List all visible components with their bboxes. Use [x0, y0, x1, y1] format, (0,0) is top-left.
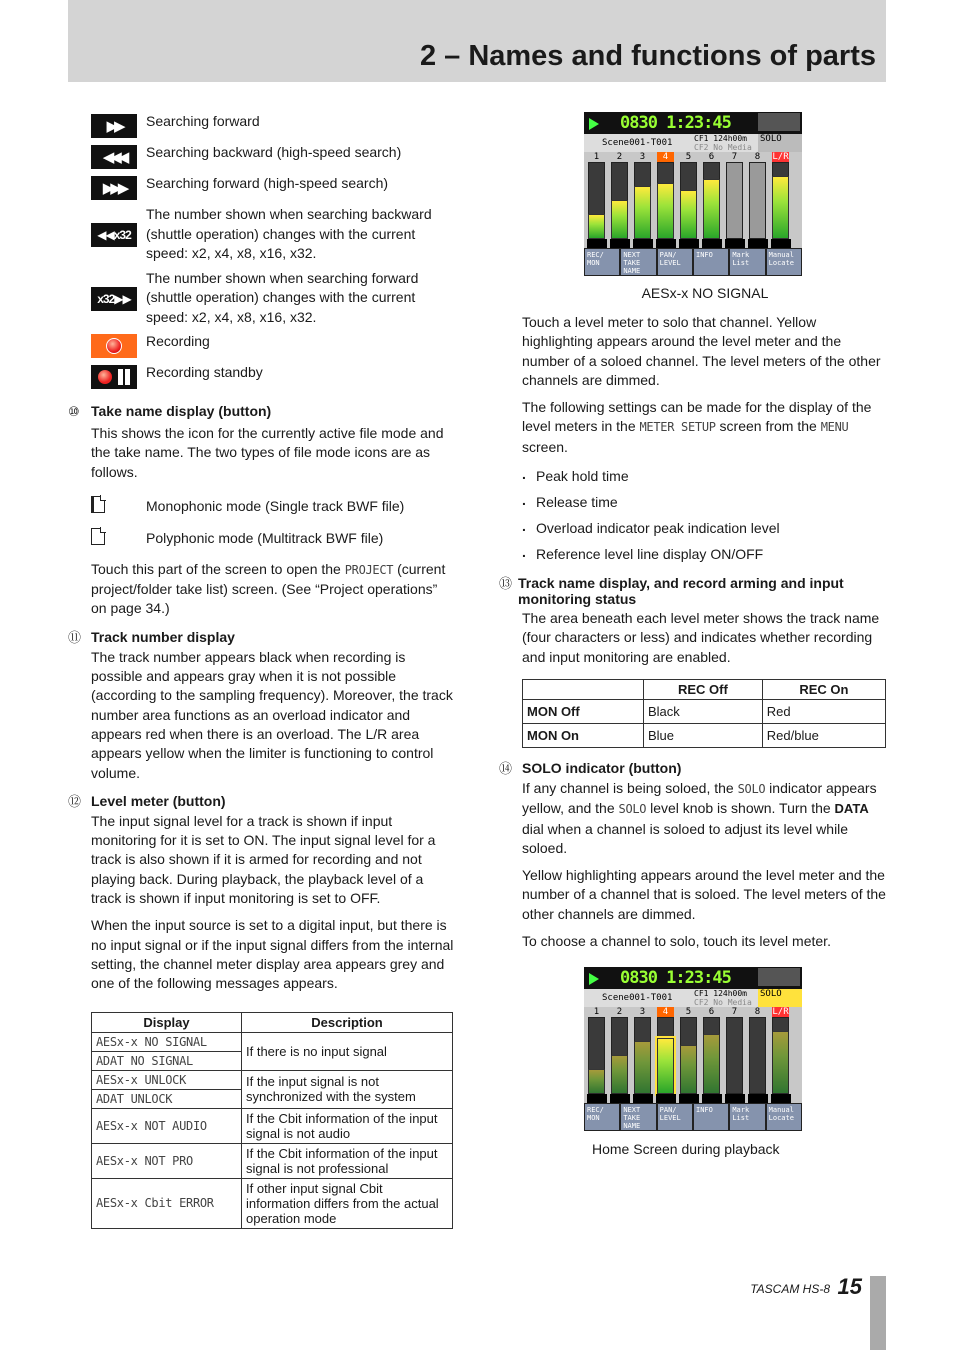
page-header — [68, 0, 886, 82]
left-column — [68, 112, 455, 1229]
paragraph: The area beneath each level meter shows the track name (four characters or less) and indicates whether recording and input monitoring are enabled. — [522, 610, 880, 665]
level-meter-bg — [749, 1017, 766, 1094]
table-row: AESx-x NOT PRO If the Cbit information of the input signal is not professional — [92, 1143, 453, 1178]
table-header: Display — [92, 1012, 242, 1032]
level-meter — [703, 1034, 720, 1094]
level-meter-bg — [726, 162, 743, 239]
section-heading: ⑪ Track number display — [68, 628, 235, 645]
icon-description: Searching forward (high-speed search) — [146, 175, 389, 191]
track-name-label — [587, 1094, 607, 1103]
paragraph: The input signal level for a track is shown if input monitoring for it is set to ON. The input signal level for a track is also shown if it is armed for recording and not playing back. During playback, the playback level of a track is shown if input monitoring is set to OFF. — [91, 812, 436, 907]
list-item: . Release time — [522, 489, 888, 515]
track-name-label — [633, 1094, 653, 1103]
level-meter — [588, 1069, 605, 1094]
level-meter — [588, 214, 605, 239]
search-forward-icon: ▶▶ — [91, 114, 137, 138]
channel-number: 5 — [685, 152, 692, 162]
figure-caption: Home Screen during playback — [592, 1141, 780, 1158]
icon-row — [91, 112, 455, 138]
screen-solo-indicator: SOLO — [758, 989, 802, 1007]
table-header: Description — [242, 1012, 453, 1032]
play-icon — [589, 973, 599, 985]
mono-file-icon — [91, 496, 111, 516]
level-meter — [772, 176, 789, 239]
channel-number: 6 — [708, 1007, 715, 1018]
track-name-label — [610, 1094, 630, 1103]
recording-standby-icon — [91, 365, 137, 389]
rec-mon-table — [522, 679, 886, 748]
screen-button: PAN/ LEVEL — [657, 1103, 693, 1131]
channel-number: 3 — [639, 152, 646, 162]
level-meter-bg — [726, 1017, 743, 1094]
paragraph: Yellow highlighting appears around the level meter and the number of a channel that is soloed. The level meters of the other channels are dimmed. — [522, 867, 886, 922]
screen-time: 0830 1:23:45 — [620, 968, 731, 989]
icon-row — [91, 363, 455, 389]
sync-indicator — [758, 113, 800, 131]
paragraph: If any channel is being soloed, the SOLO indicator appears yellow, and the SOLO level knob is shown. Turn the DATA dial when a channel is soloed to adjust its level while soloed. — [522, 779, 877, 856]
table-header — [523, 679, 644, 699]
list-item: . Overload indicator peak indication level — [522, 515, 888, 541]
screen-button: Mark List — [729, 248, 765, 276]
figure-caption: AESx-x NO SIGNAL — [641, 285, 769, 301]
sync-indicator — [758, 968, 800, 986]
track-name-label — [725, 1094, 745, 1103]
screen-meter-area — [584, 152, 802, 248]
level-meter — [634, 1041, 651, 1094]
recording-icon — [91, 334, 137, 358]
level-meter — [611, 200, 628, 239]
track-name-label — [702, 239, 722, 248]
track-name-label — [587, 239, 607, 248]
screen-card-info: CF1 124h00m CF2 No Media — [692, 989, 758, 1007]
screen-button: NEXT TAKE NAME — [620, 248, 656, 276]
device-screenshot — [584, 112, 802, 276]
icon-row — [91, 269, 455, 328]
channel-number: 1 — [593, 1007, 600, 1018]
paragraph: Touch a level meter to solo that channel. Yellow highlighting appears around the level meter and the number of a soloed channel. The level meters of the other channels are dimmed. — [522, 314, 881, 388]
track-name-label — [748, 239, 768, 248]
section-heading: ⑫ Level meter (button) — [68, 792, 226, 809]
page-number: 15 — [837, 1274, 862, 1299]
level-meter — [680, 190, 697, 239]
icon-description: Recording standby — [146, 364, 263, 380]
screen-button: Manual Locate — [766, 1103, 802, 1131]
section-heading: ⑭ SOLO indicator (button) — [499, 759, 682, 776]
shuttle-backward-icon: ◀◀ x32 — [91, 223, 137, 247]
screen-button: REC/ MON — [584, 1103, 620, 1131]
level-meter — [703, 179, 720, 239]
paragraph: The track number appears black when recording is possible and appears gray when it is not possible (according to the sampling frequency). Moreover, the track number area functions as an overload indicator and appears red when there is an overload. The L/R area appears yellow when the limiter is functioning to control volume. — [91, 648, 453, 781]
track-name-label — [771, 239, 791, 248]
table-header: REC On — [762, 679, 885, 699]
level-meter — [657, 1038, 674, 1094]
level-meter — [772, 1031, 789, 1094]
channel-number: 4 — [657, 152, 674, 162]
footer-brand: TASCAM HS-8 — [750, 1282, 830, 1296]
channel-number: 7 — [731, 1007, 738, 1018]
search-backward-fast-icon: ◀◀◀ — [91, 145, 137, 169]
track-name-label — [748, 1094, 768, 1103]
icon-description: Searching backward (high-speed search) — [146, 144, 402, 160]
paragraph: This shows the icon for the currently active file mode and the take name. The two types of file mode icons are as follows. — [91, 425, 444, 480]
screen-take-name: Scene001-T001 — [584, 134, 692, 152]
channel-number: 3 — [639, 1007, 646, 1018]
channel-number: L/R — [772, 152, 789, 162]
screen-button: Manual Locate — [766, 248, 802, 276]
channel-number: 7 — [731, 152, 738, 162]
settings-list — [522, 463, 888, 567]
poly-mode-row: Polyphonic mode (Multitrack BWF file) — [91, 528, 455, 548]
table-row: AESx-x Cbit ERROR If other input signal Cbit information differs from the actual operation mode — [92, 1178, 453, 1228]
footer-bar — [870, 1276, 886, 1350]
track-name-label — [702, 1094, 722, 1103]
table-row: MON Off Black Red — [523, 699, 886, 723]
table-row: AESx-x NO SIGNAL If there is no input signal — [92, 1032, 453, 1051]
channel-number: 5 — [685, 1007, 692, 1018]
page-title: 2 – Names and functions of parts — [419, 40, 876, 72]
play-icon — [589, 118, 599, 130]
screen-card-info: CF1 124h00m CF2 No Media — [692, 134, 758, 152]
paragraph: To choose a channel to solo, touch its level meter. — [522, 933, 831, 950]
paragraph: The following settings can be made for the display of the level meters in the METER SETUP screen from the MENU screen. — [522, 399, 872, 455]
table-header: REC Off — [644, 679, 763, 699]
icon-row — [91, 205, 455, 264]
mono-mode-row: Monophonic mode (Single track BWF file) — [91, 496, 455, 516]
screen-take-name: Scene001-T001 — [584, 989, 692, 1007]
channel-number: 8 — [754, 1007, 761, 1018]
channel-number: 1 — [593, 152, 600, 162]
list-item: . Reference level line display ON/OFF — [522, 541, 888, 567]
channel-number: L/R — [772, 1007, 789, 1018]
screen-top-bar — [584, 112, 802, 134]
section-heading: ⑬ Track name display, and record arming and input monitoring status — [499, 575, 844, 608]
paragraph: Touch this part of the screen to open the PROJECT (current project/folder take list) screen. (See “Project operations” on page 34.) — [91, 560, 446, 617]
icon-description: The number shown when searching backward (shuttle operation) changes with the current speed: x2, x4, x8, x16, x32. — [146, 206, 432, 261]
level-meter — [611, 1055, 628, 1094]
screen-time: 0830 1:23:45 — [620, 113, 731, 133]
poly-file-icon — [91, 528, 111, 548]
track-name-label — [656, 1094, 676, 1103]
screen-button-bar — [584, 1103, 802, 1131]
track-name-label — [771, 1094, 791, 1103]
screen-meter-area — [584, 1007, 802, 1103]
icon-description: Recording — [146, 333, 210, 349]
icon-description: Searching forward — [146, 113, 260, 129]
screen-button: PAN/ LEVEL — [657, 248, 693, 276]
track-name-label — [610, 239, 630, 248]
search-forward-fast-icon: ▶▶▶ — [91, 176, 137, 200]
level-meter — [657, 183, 674, 239]
table-row: AESx-x NOT AUDIO If the Cbit information of the input signal is not audio — [92, 1108, 453, 1143]
level-meter-bg — [749, 162, 766, 239]
screen-button: INFO — [693, 1103, 729, 1131]
screen-button: NEXT TAKE NAME — [620, 1103, 656, 1131]
device-screenshot — [584, 967, 802, 1131]
screen-button: INFO — [693, 248, 729, 276]
level-meter — [634, 186, 651, 239]
screen-button: Mark List — [729, 1103, 765, 1131]
table-row: ADAT UNLOCK — [92, 1089, 453, 1108]
icon-row — [91, 174, 455, 200]
paragraph: When the input source is set to a digital input, but there is no input signal or if the input signal differs from the internal setting, the channel meter display area appears grey and one of the following messages appears. — [91, 917, 454, 992]
channel-number: 2 — [616, 152, 623, 162]
table-row: MON On Blue Red/blue — [523, 723, 886, 747]
icon-description: The number shown when searching forward (shuttle operation) changes with the current speed: x2, x4, x8, x16, x32. — [146, 269, 419, 325]
table-row: ADAT NO SIGNAL — [92, 1051, 453, 1070]
track-name-label — [679, 239, 699, 248]
channel-number: 6 — [708, 152, 715, 162]
screen-button-bar — [584, 248, 802, 276]
track-name-label — [656, 239, 676, 248]
icon-row — [91, 332, 455, 358]
screen-top-bar — [584, 967, 802, 989]
screen-button: REC/ MON — [584, 248, 620, 276]
table-row: AESx-x UNLOCK If the input signal is not synchronized with the system — [92, 1070, 453, 1089]
section-heading: ⑩ Take name display (button) — [68, 403, 272, 419]
level-meter — [680, 1045, 697, 1094]
track-name-label — [633, 239, 653, 248]
track-name-label — [679, 1094, 699, 1103]
channel-number: 2 — [616, 1007, 623, 1018]
icon-row — [91, 143, 455, 169]
screen-solo-indicator: SOLO — [758, 134, 802, 152]
list-item: . Peak hold time — [522, 463, 888, 489]
track-name-label — [725, 239, 745, 248]
channel-number: 8 — [754, 152, 761, 162]
display-table — [91, 1012, 453, 1229]
right-column — [499, 112, 888, 1158]
shuttle-forward-icon: x32 ▶▶ — [91, 287, 137, 311]
channel-number: 4 — [657, 1007, 674, 1017]
